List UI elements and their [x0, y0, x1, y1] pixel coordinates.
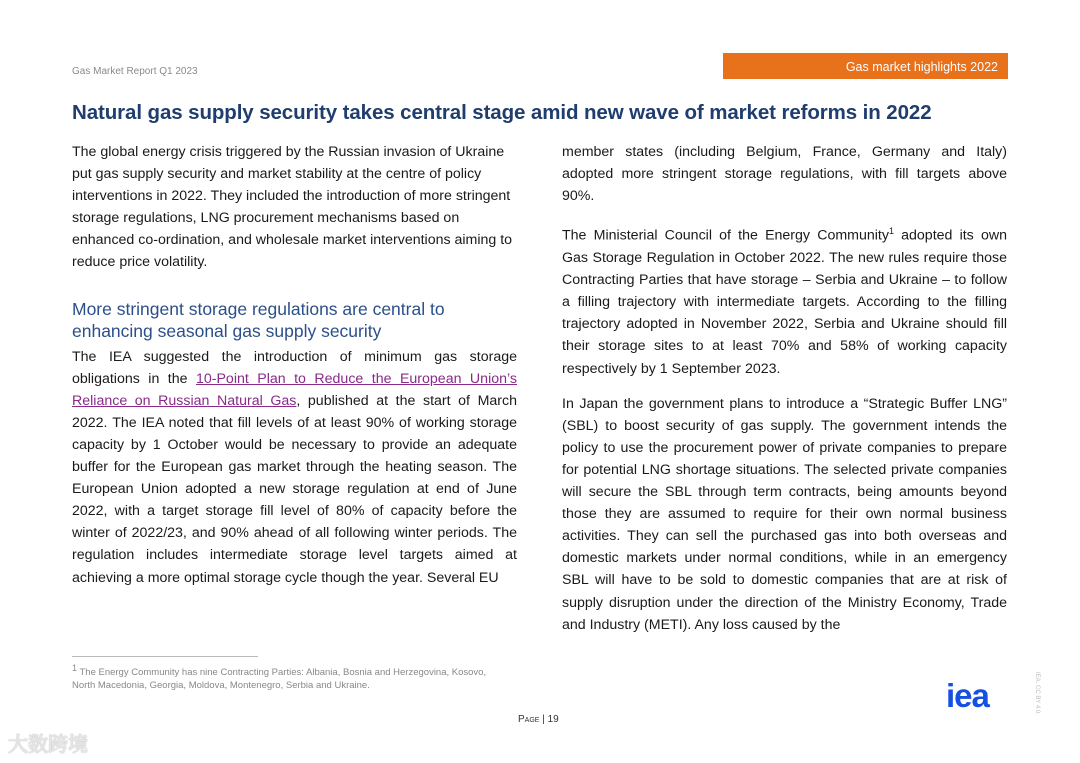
- iea-logo: iea: [946, 677, 989, 714]
- footnote: [72, 662, 492, 692]
- text: , published at the start of March 2022. The IEA noted that fill levels of at least 90% of working storage capacity by 1 October would be necessary to provide an adequate buffer for the European gas market through the heating season. The European Union adopted a new storage regulation at end of June 2022, with a target storage fill level of 80% of capacity before the winter of 2022/23, and 90% ahead of all following winter periods. The regulation includes intermediate storage level targets aimed at achieving a more optimal storage cycle though the year. Several EU: [72, 392, 518, 586]
- storage-paragraph: [72, 346, 517, 589]
- watermark: 大数跨境: [8, 734, 88, 756]
- footnote-divider: [72, 656, 258, 657]
- ten-point-plan-link[interactable]: 10-Point Plan to Reduce the European Union’s Reliance on Russian Natural Gas: [72, 370, 517, 409]
- right-column: [562, 141, 1007, 636]
- footnote-ref[interactable]: 1: [888, 226, 894, 237]
- japan-paragraph: In Japan the government plans to introduce a “Strategic Buffer LNG” (SBL) to boost security of gas supply. The government intends the policy to use the procurement power of private companies to prepare for potential LNG shortage situations. The selected private companies will secure the SBL through term contracts, being amounts beyond those they are assumed to require for their own normal business activities. They can sell the purchased gas into both overseas and domestic markets under normal conditions, while in an emergency SBL will have to be sold to domestic companies that are at risk of supply disruption under the direction of the Ministry Economy, Trade and Industry (METI). Any loss caused by the: [562, 395, 1007, 633]
- page-number: Page | 19: [518, 714, 559, 725]
- left-column: [72, 141, 517, 589]
- eu-members-paragraph: member states (including Belgium, France, Germany and Italy) adopted more stringent storage regulations, with fill targets above 90%.: [562, 144, 1007, 205]
- text: The IEA suggested the introduction of minimum gas storage obligations in the: [72, 348, 517, 387]
- energy-community-paragraph: [562, 220, 1007, 379]
- page-title: Natural gas supply security takes central stage amid new wave of market reforms in 2022: [72, 101, 932, 124]
- section-tag: Gas market highlights 2022: [723, 53, 1008, 79]
- text: The Ministerial Council of the Energy Community: [562, 228, 889, 245]
- report-name: Gas Market Report Q1 2023: [72, 66, 198, 77]
- text: adopted its own Gas Storage Regulation in October 2022. The new rules require those Contracting Parties that have storage – Serbia and Ukraine – to follow a filling trajectory with intermediate targets. According to the filling trajectory adopted in November 2022, Serbia and Ukraine should fill their storage sites to at least 70% and 58% of working capacity respectively by 1 September 2023.: [562, 228, 1007, 377]
- footnote-text: The Energy Community has nine Contracting Parties: Albania, Bosnia and Herzegovina, Kosovo, North Macedonia, Georgia, Moldova, Montenegro, Serbia and Ukraine.: [72, 667, 487, 692]
- footnote-marker: 1: [72, 663, 78, 673]
- section-subheading: More stringent storage regulations are central to enhancing seasonal gas supply security: [72, 298, 445, 341]
- license-text: IEA. CC BY 4.0.: [1034, 672, 1040, 715]
- intro-paragraph: The global energy crisis triggered by the Russian invasion of Ukraine put gas supply security and market stability at the centre of policy interventions in 2022. They included the introduction of more stringent storage regulations, LNG procurement mechanisms based on enhanced co-ordination, and wholesale market interventions aiming to reduce price volatility.: [72, 144, 513, 271]
